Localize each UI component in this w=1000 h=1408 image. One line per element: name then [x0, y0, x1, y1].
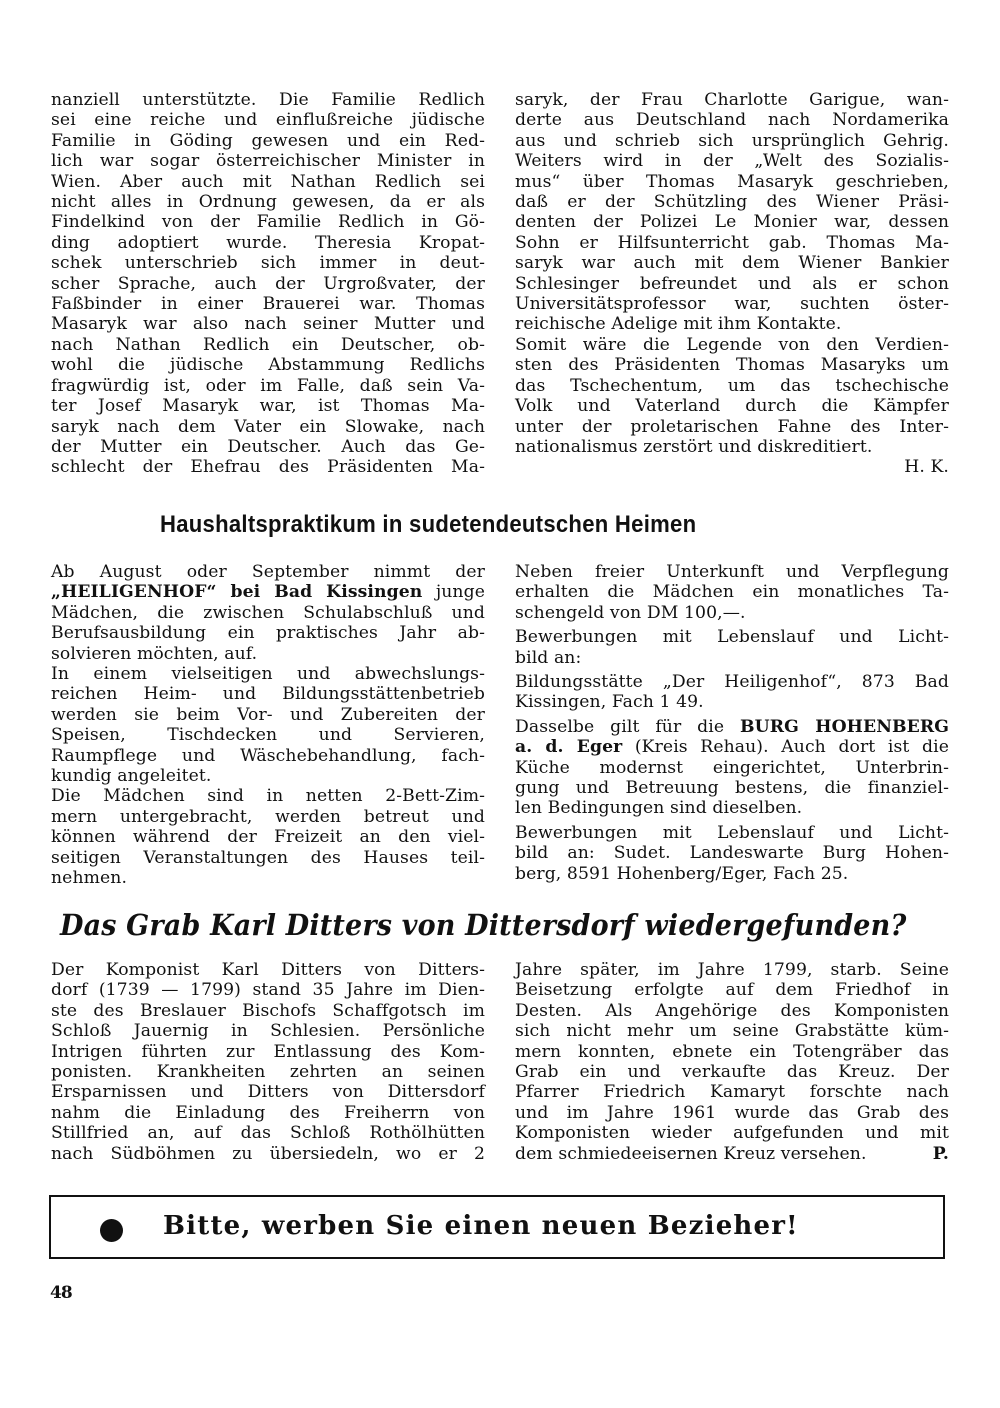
- text-line: nicht alles in Ordnung gewesen, da er als: [51, 192, 485, 213]
- text-line: Faßbinder in einer Brauerei war. Thomas: [51, 294, 485, 315]
- text-line: Desten. Als Angehörige des Komponisten: [515, 1000, 949, 1021]
- bullet-icon: [100, 1219, 123, 1242]
- text-line: mern konnten, ebnete ein Totengräber das: [515, 1041, 949, 1062]
- text-line: wohl die jüdische Abstammung Redlichs: [51, 355, 485, 376]
- text-line: sei eine reiche und einflußreiche jüdische: [51, 110, 485, 131]
- text-line: Beisetzung erfolgte auf dem Friedhof in: [515, 980, 949, 1001]
- text-line: Familie in Göding gewesen und ein Red-: [51, 130, 485, 151]
- text-line: Ab August oder September nimmt der: [51, 562, 485, 582]
- text-line: Masaryk war also nach seiner Mutter und: [51, 314, 485, 335]
- text-line: Findelkind von der Familie Redlich in Gö-: [51, 212, 485, 233]
- text-line: [515, 717, 949, 737]
- text-line: gung und Betreuung bestens, die finanziel-: [515, 778, 949, 799]
- text-line: [515, 737, 949, 757]
- text-line: Schloß Jauernig in Schlesien. Persönliche: [51, 1021, 485, 1042]
- text-line: Sohn er Hilfsunterricht gab. Thomas Ma-: [515, 232, 949, 253]
- text-line: Küche modernst eingerichtet, Unterbrin-: [515, 757, 949, 778]
- text-line: Die Mädchen sind in netten 2-Bett-Zim-: [51, 786, 485, 807]
- text-line: Bildungsstätte „Der Heiligenhof“, 873 Bad: [515, 672, 949, 693]
- text-line: saryk, der Frau Charlotte Garigue, wan-: [515, 90, 949, 110]
- text-line: Mädchen, die zwischen Schulabschluß und: [51, 602, 485, 623]
- text-fragment: (Kreis Rehau). Auch dort ist die: [622, 737, 949, 758]
- text-line: seitigen Veranstaltungen des Hauses teil-: [51, 847, 485, 868]
- article2-left-column: [51, 562, 485, 889]
- author-signature: H. K.: [904, 457, 949, 478]
- article2-right-column: [515, 562, 949, 884]
- text-line: Ersparnissen und Ditters von Dittersdorf: [51, 1082, 485, 1103]
- text-line: berg, 8591 Hohenberg/Eger, Fach 25.: [515, 863, 849, 884]
- text-line: Volk und Vaterland durch die Kämpfer: [515, 396, 949, 417]
- text-line: mern untergebracht, werden betreut und: [51, 806, 485, 827]
- text-line: das Tschechentum, um das tschechische: [515, 375, 949, 396]
- text-line: saryk nach dem Vater ein Slowake, nach: [51, 416, 485, 437]
- text-line: nach Nathan Redlich ein Deutscher, ob-: [51, 334, 485, 355]
- text-line: der Mutter ein Deutscher. Auch das Ge-: [51, 436, 485, 457]
- page-number: 48: [50, 1283, 72, 1303]
- article1-right-column: [515, 90, 949, 478]
- text-line: unter der proletarischen Fahne des Inter-: [515, 416, 949, 437]
- text-line: schek unterschrieb sich immer in deut-: [51, 253, 485, 274]
- text-line: solvieren möchten, auf.: [51, 643, 258, 664]
- article3-left-column: [51, 960, 485, 1164]
- text-line: können während der Freizeit an den viel-: [51, 827, 485, 848]
- text-line: Speisen, Tischdecken und Servieren,: [51, 725, 485, 746]
- text-line: ding adoptiert wurde. Theresia Kropat-: [51, 232, 485, 253]
- text-line: kundig angeleitet.: [51, 766, 212, 787]
- author-signature: P.: [932, 1143, 949, 1164]
- text-line: [51, 582, 485, 602]
- article2-headline: Haushaltspraktikum in sudetendeutschen Heimen: [160, 511, 697, 538]
- text-line: Berufsausbildung ein praktisches Jahr ab-: [51, 623, 485, 644]
- text-line: und im Jahre 1961 wurde das Grab des: [515, 1102, 949, 1123]
- text-line: nationalismus zerstört und diskreditiert.: [515, 436, 873, 457]
- text-line: Universitätsprofessor war, suchten öster-: [515, 294, 949, 315]
- text-line: Grab ein und verkaufte das Kreuz. Der: [515, 1062, 949, 1083]
- text-line: mus“ über Thomas Masaryk geschrieben,: [515, 171, 949, 192]
- text-line: Bewerbungen mit Lebenslauf und Licht-: [515, 822, 949, 843]
- text-line: ste des Breslauer Bischofs Schaffgotsch im: [51, 1000, 485, 1021]
- text-line: Der Komponist Karl Ditters von Ditters-: [51, 960, 485, 980]
- bold-heiligenhof: „HEILIGENHOF“ bei Bad Kissingen: [51, 582, 423, 603]
- text-line: sten des Präsidenten Thomas Masaryks um: [515, 355, 949, 376]
- text-line: derte aus Deutschland nach Nordamerika: [515, 110, 949, 131]
- text-line: Weiters wird in der „Welt des Sozialis-: [515, 151, 949, 172]
- text-line: Stillfried an, auf das Schloß Rothölhütten: [51, 1123, 485, 1144]
- text-line: Somit wäre die Legende von den Verdien-: [515, 334, 949, 355]
- text-line: len Bedingungen sind dieselben.: [515, 798, 803, 819]
- text-line: denten der Polizei Le Monier war, dessen: [515, 212, 949, 233]
- text-line: nanziell unterstützte. Die Familie Redlich: [51, 90, 485, 110]
- text-line: Komponisten wieder aufgefunden und mit: [515, 1123, 949, 1144]
- text-line: saryk war auch mit dem Wiener Bankier: [515, 253, 949, 274]
- subscriber-appeal-box: [49, 1195, 945, 1259]
- text-line: Bewerbungen mit Lebenslauf und Licht-: [515, 627, 949, 648]
- text-line: Jahre später, im Jahre 1799, starb. Seine: [515, 960, 949, 980]
- text-line: In einem vielseitigen und abwechslungs-: [51, 664, 485, 685]
- text-line: fragwürdig ist, oder im Falle, daß sein Va-: [51, 375, 485, 396]
- text-fragment: Dasselbe gilt für die: [515, 716, 740, 737]
- bold-burg-hohenberg: BURG HOHENBERG: [739, 716, 949, 737]
- text-line: scher Sprache, auch der Urgroßvater, der: [51, 273, 485, 294]
- text-line: Pfarrer Friedrich Kamaryt forschte nach: [515, 1082, 949, 1103]
- text-line: Schlesinger befreundet und als er schon: [515, 273, 949, 294]
- bold-eger: a. d. Eger: [515, 737, 623, 758]
- text-line: bild an: Sudet. Landeswarte Burg Hohen-: [515, 843, 949, 864]
- text-fragment: dem schmiedeeisernen Kreuz versehen.: [515, 1143, 867, 1164]
- text-line: werden sie beim Vor- und Zubereiten der: [51, 704, 485, 725]
- text-line: Kissingen, Fach 1 49.: [515, 692, 704, 713]
- text-line: erhalten die Mädchen ein monatliches Ta-: [515, 582, 949, 603]
- text-line: schengeld von DM 100,—.: [515, 602, 746, 623]
- text-line: lich war sogar österreichischer Minister in: [51, 151, 485, 172]
- subscriber-appeal-text: Bitte, werben Sie einen neuen Bezieher!: [163, 1211, 799, 1241]
- text-line: Neben freier Unterkunft und Verpflegung: [515, 562, 949, 582]
- text-line: daß er der Schützling des Wiener Präsi-: [515, 192, 949, 213]
- text-line: nach Südböhmen zu übersiedeln, wo er 2: [51, 1143, 485, 1164]
- text-line: Raumpflege und Wäschebehandlung, fach-: [51, 745, 485, 766]
- article1-left-column: [51, 90, 485, 478]
- text-line: nehmen.: [51, 868, 128, 889]
- text-line: aus und schrieb sich ursprünglich Gehrig.: [515, 130, 949, 151]
- text-line: Wien. Aber auch mit Nathan Redlich sei: [51, 171, 485, 192]
- text-line: bild an:: [515, 647, 582, 668]
- text-line: sich nicht mehr um seine Grabstätte küm-: [515, 1021, 949, 1042]
- article3-headline: Das Grab Karl Ditters von Dittersdorf wiedergefunden?: [60, 908, 907, 942]
- text-fragment: junge: [422, 582, 485, 603]
- text-line: ter Josef Masaryk war, ist Thomas Ma-: [51, 396, 485, 417]
- text-line: ponisten. Krankheiten zehrten an seinen: [51, 1062, 485, 1083]
- text-line: Intrigen führten zur Entlassung des Kom-: [51, 1041, 485, 1062]
- text-line: dorf (1739 — 1799) stand 35 Jahre im Dien-: [51, 980, 485, 1001]
- article3-right-column: [515, 960, 949, 1164]
- text-line: nahm die Einladung des Freiherrn von: [51, 1102, 485, 1123]
- text-line: schlecht der Ehefrau des Präsidenten Ma-: [51, 457, 485, 478]
- text-line: [515, 1144, 949, 1164]
- text-line: reichische Adelige mit ihm Kontakte.: [515, 314, 842, 335]
- text-line: reichen Heim- und Bildungsstättenbetrieb: [51, 684, 485, 705]
